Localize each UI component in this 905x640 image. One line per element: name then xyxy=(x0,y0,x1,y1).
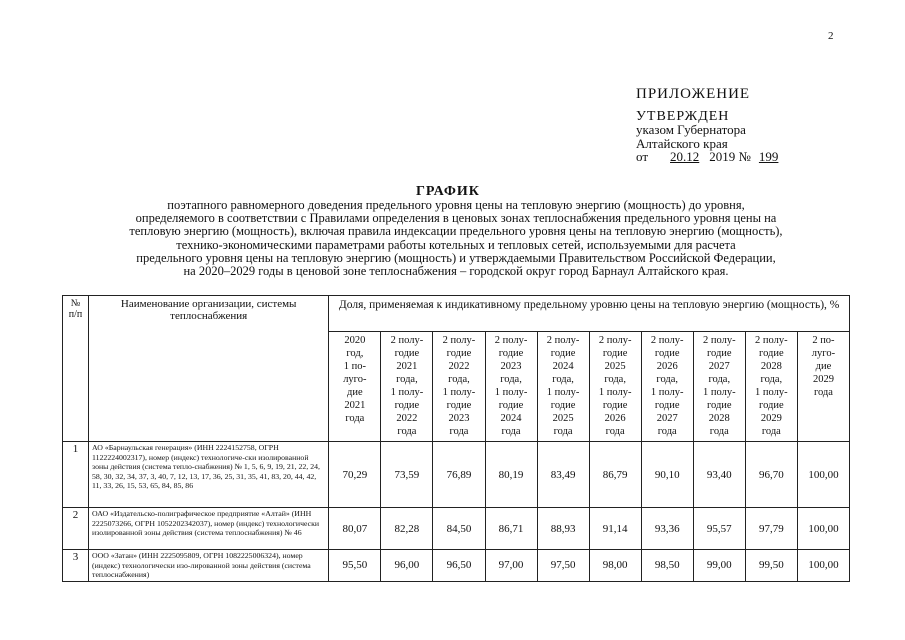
share-value-cell: 97,00 xyxy=(485,550,537,582)
header-period: 2 полу- годие 2026 года, 1 полу- годие 2027 года xyxy=(641,332,693,442)
share-value-cell: 99,50 xyxy=(745,550,797,582)
share-value-cell: 93,36 xyxy=(641,508,693,550)
share-value-cell: 96,00 xyxy=(381,550,433,582)
organization-cell: АО «Барнаульская генерация» (ИНН 2224152758, ОГРН 1122224002317), номер (индекс) технологиче-ски изолированной зоны действия (система тепло-снабжения) № 1, 5, 6, 9, 19, 21, 22, 24, 58, 30, 32, 34, 37, 3, 40, 7, 12, 13, 17, 36, 25, 31, 35, 41, 83, 20, 44, 42, 11, 33, 26, 15, 53, 65, 84, 85, 86 xyxy=(89,442,329,508)
share-value-cell: 86,79 xyxy=(589,442,641,508)
approval-line-2: Алтайского края xyxy=(636,135,728,151)
share-value-cell: 99,00 xyxy=(693,550,745,582)
share-value-cell: 82,28 xyxy=(381,508,433,550)
header-organization: Наименование организации, системы теплоснабжения xyxy=(89,296,329,442)
approval-date: 20.12 xyxy=(670,149,700,164)
approved-label: УТВЕРЖДЕН xyxy=(636,108,730,124)
share-value-cell: 98,50 xyxy=(641,550,693,582)
share-value-cell: 95,50 xyxy=(329,550,381,582)
header-period: 2 полу- годие 2024 года, 1 полу- годие 2025 года xyxy=(537,332,589,442)
document-subtitle xyxy=(56,199,856,278)
header-period: 2020 год, 1 по- луго- дие 2021 года xyxy=(329,332,381,442)
organization-cell: ОАО «Издательско-полиграфическое предприятие «Алтай» (ИНН 2225073266, ОГРН 1052202342037), номер (индекс) технологически изолированной зоны действия (система теплоснабжения) № 46 xyxy=(89,508,329,550)
subtitle-line: предельного уровня цены на тепловую энергию (мощность) и утверждаемыми Правительством Российской Федерации, xyxy=(136,250,776,265)
approval-number: 199 xyxy=(758,149,779,164)
header-period: 2 по- луго- дие 2029 года xyxy=(797,332,849,442)
share-value-cell: 97,50 xyxy=(537,550,589,582)
share-value-cell: 95,57 xyxy=(693,508,745,550)
share-value-cell: 100,00 xyxy=(797,442,849,508)
approval-date-line xyxy=(636,150,782,164)
share-value-cell: 91,14 xyxy=(589,508,641,550)
header-period: 2 полу- годие 2022 года, 1 полу- годие 2023 года xyxy=(433,332,485,442)
subtitle-line: поэтапного равномерного доведения предельного уровня цены на тепловую энергию (мощность) до уровня, xyxy=(167,198,745,212)
approval-year: 2019 № xyxy=(709,149,751,164)
row-number: 1 xyxy=(63,442,89,508)
header-period: 2 полу- годие 2028 года, 1 полу- годие 2029 года xyxy=(745,332,797,442)
page-number: 2 xyxy=(828,30,834,42)
header-share: Доля, применяемая к индикативному предельному уровню цены на тепловую энергию (мощность), % xyxy=(329,296,850,332)
share-value-cell: 80,19 xyxy=(485,442,537,508)
approval-block xyxy=(636,88,782,164)
header-row-number: № п/п xyxy=(63,296,89,442)
subtitle-line: определяемого в соответствии с Правилами определения в ценовых зонах теплоснабжения предельного уровня цены на xyxy=(135,211,777,226)
row-number: 3 xyxy=(63,550,89,582)
subtitle-line: технико-экономическими параметрами работы котельных и тепловых сетей, используемыми для расчета xyxy=(176,237,736,252)
header-period: 2 полу- годие 2021 года, 1 полу- годие 2022 года xyxy=(381,332,433,442)
share-value-cell: 83,49 xyxy=(537,442,589,508)
share-value-cell: 76,89 xyxy=(433,442,485,508)
organization-cell: ООО «Затан» (ИНН 2225095809, ОГРН 1082225006324), номер (индекс) технологически изо-лированной зоны действия (система теплоснабжения) xyxy=(89,550,329,582)
table-row xyxy=(63,508,850,550)
document-title: ГРАФИК xyxy=(416,184,480,199)
share-value-cell: 96,50 xyxy=(433,550,485,582)
share-value-cell: 100,00 xyxy=(797,550,849,582)
schedule-table xyxy=(62,295,850,582)
share-value-cell: 70,29 xyxy=(329,442,381,508)
subtitle-line: тепловую энергию (мощность), включая правила индексации предельного уровня цены на тепловую энергию (мощность), xyxy=(129,224,783,239)
approval-line-1: указом Губернатора xyxy=(636,122,746,137)
share-value-cell: 80,07 xyxy=(329,508,381,550)
share-value-cell: 90,10 xyxy=(641,442,693,508)
share-value-cell: 84,50 xyxy=(433,508,485,550)
table-row xyxy=(63,442,850,508)
share-value-cell: 96,70 xyxy=(745,442,797,508)
header-period: 2 полу- годие 2023 года, 1 полу- годие 2024 года xyxy=(485,332,537,442)
share-value-cell: 93,40 xyxy=(693,442,745,508)
date-prefix: от xyxy=(636,149,649,164)
header-period: 2 полу- годие 2025 года, 1 полу- годие 2026 года xyxy=(589,332,641,442)
share-value-cell: 97,79 xyxy=(745,508,797,550)
appendix-label: ПРИЛОЖЕНИЕ xyxy=(636,86,751,102)
share-value-cell: 100,00 xyxy=(797,508,849,550)
table-row xyxy=(63,550,850,582)
header-period: 2 полу- годие 2027 года, 1 полу- годие 2028 года xyxy=(693,332,745,442)
share-value-cell: 86,71 xyxy=(485,508,537,550)
subtitle-line: на 2020–2029 годы в ценовой зоне теплоснабжения – городской округ город Барнаул Алтайского края. xyxy=(183,264,729,279)
row-number: 2 xyxy=(63,508,89,550)
share-value-cell: 73,59 xyxy=(381,442,433,508)
share-value-cell: 98,00 xyxy=(589,550,641,582)
share-value-cell: 88,93 xyxy=(537,508,589,550)
